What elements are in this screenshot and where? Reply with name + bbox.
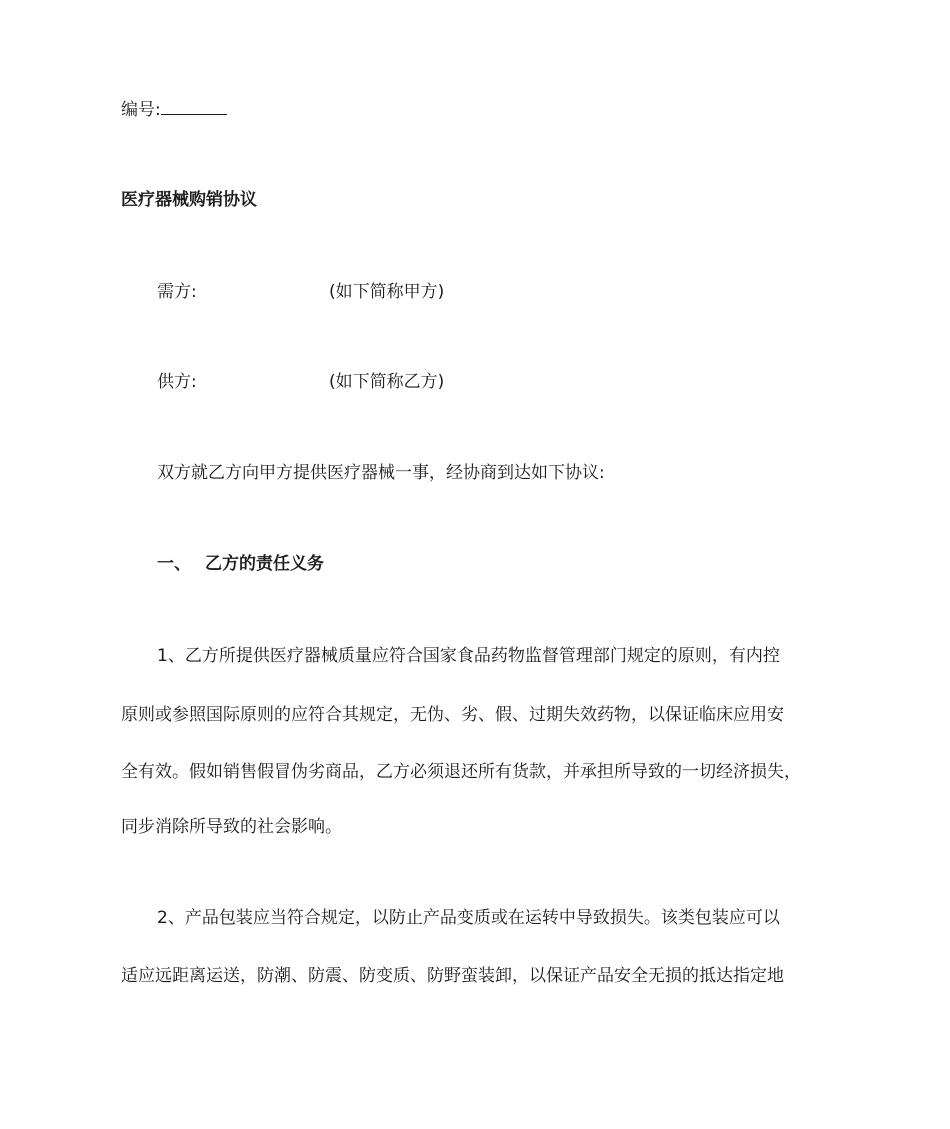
buyer-note: (如下简称甲方): [329, 282, 445, 302]
section-title: 乙方的责任义务: [205, 554, 324, 574]
section-heading: [157, 552, 324, 576]
document-number-label: 编号:: [121, 100, 161, 120]
para1-line-2: 原则或参照国际原则的应符合其规定，无伪、劣、假、过期失效药物，以保证临床应用安: [121, 705, 784, 725]
para2-line-1: 2、产品包装应当符合规定，以防止产品变质或在运转中导致损失。该类包装应可以: [157, 908, 780, 928]
seller-line: [157, 370, 197, 394]
buyer-label: 需方:: [157, 282, 197, 302]
seller-note: (如下简称乙方): [329, 372, 445, 392]
para1-line-4: 同步消除所导致的社会影响。: [121, 817, 342, 837]
document-number-blank: [161, 98, 227, 115]
document-title: 医疗器械购销协议: [121, 190, 257, 210]
document-number: [121, 98, 227, 122]
section-number: 一、: [157, 554, 191, 574]
para1-line-1: 1、乙方所提供医疗器械质量应符合国家食品药物监督管理部门规定的原则，有内控: [157, 646, 780, 666]
para2-line-2: 适应远距离运送，防潮、防震、防变质、防野蛮装卸，以保证产品安全无损的抵达指定地: [121, 966, 784, 986]
seller-label: 供方:: [157, 372, 197, 392]
para1-line-3: 全有效。假如销售假冒伪劣商品，乙方必须退还所有货款，并承担所导致的一切经济损失，: [121, 762, 801, 782]
intro-paragraph: 双方就乙方向甲方提供医疗器械一事，经协商到达如下协议:: [157, 463, 605, 483]
